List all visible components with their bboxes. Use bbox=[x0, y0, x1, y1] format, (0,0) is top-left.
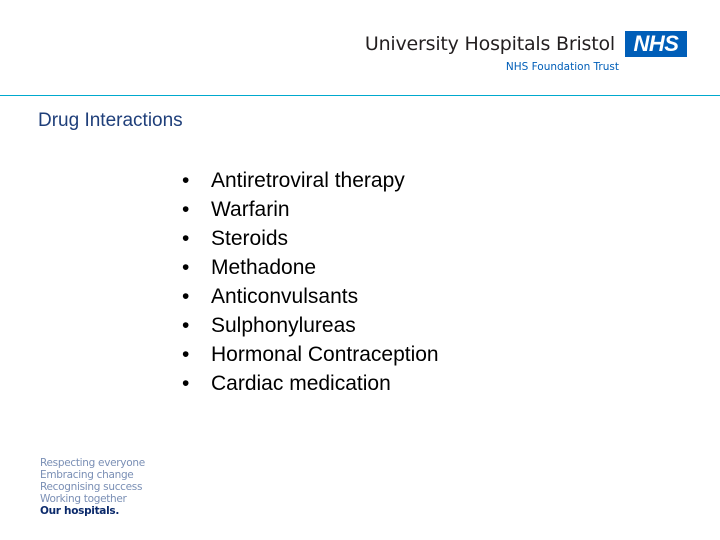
list-item-label: Cardiac medication bbox=[211, 372, 391, 395]
list-item bbox=[182, 224, 439, 253]
list-item bbox=[182, 340, 439, 369]
bullet-icon: • bbox=[182, 372, 190, 395]
list-item bbox=[182, 195, 439, 224]
slide-title: Drug Interactions bbox=[38, 110, 183, 131]
list-item bbox=[182, 282, 439, 311]
trust-logo bbox=[365, 30, 687, 73]
list-item-label: Anticonvulsants bbox=[211, 285, 359, 308]
list-item-label: Sulphonylureas bbox=[211, 314, 356, 337]
list-item-label: Methadone bbox=[211, 256, 317, 279]
value-line: Embracing change bbox=[40, 469, 134, 481]
bullet-icon: • bbox=[182, 314, 190, 337]
bullet-icon: • bbox=[182, 227, 190, 250]
values-tagline: Our hospitals. bbox=[40, 505, 120, 517]
list-item-label: Steroids bbox=[211, 227, 289, 250]
bullet-icon: • bbox=[182, 343, 190, 366]
list-item bbox=[182, 253, 439, 282]
value-line: Working together bbox=[40, 493, 127, 505]
organisation-name: University Hospitals Bristol bbox=[364, 33, 615, 55]
bullet-icon: • bbox=[182, 169, 190, 192]
trust-values bbox=[40, 457, 145, 517]
list-item-label: Hormonal Contraception bbox=[211, 343, 439, 366]
trust-name: NHS Foundation Trust bbox=[505, 61, 619, 73]
bullet-icon: • bbox=[182, 285, 190, 308]
bullet-icon: • bbox=[182, 198, 190, 221]
nhs-logo-badge: NHS bbox=[625, 31, 687, 57]
list-item bbox=[182, 166, 439, 195]
list-item bbox=[182, 369, 439, 398]
bullet-icon: • bbox=[182, 256, 190, 279]
value-line: Respecting everyone bbox=[40, 457, 145, 469]
list-item-label: Antiretroviral therapy bbox=[211, 169, 405, 192]
list-item-label: Warfarin bbox=[211, 198, 290, 221]
value-line: Recognising success bbox=[40, 481, 143, 493]
list-item bbox=[182, 311, 439, 340]
drug-list bbox=[182, 166, 439, 398]
header-divider bbox=[0, 95, 720, 96]
